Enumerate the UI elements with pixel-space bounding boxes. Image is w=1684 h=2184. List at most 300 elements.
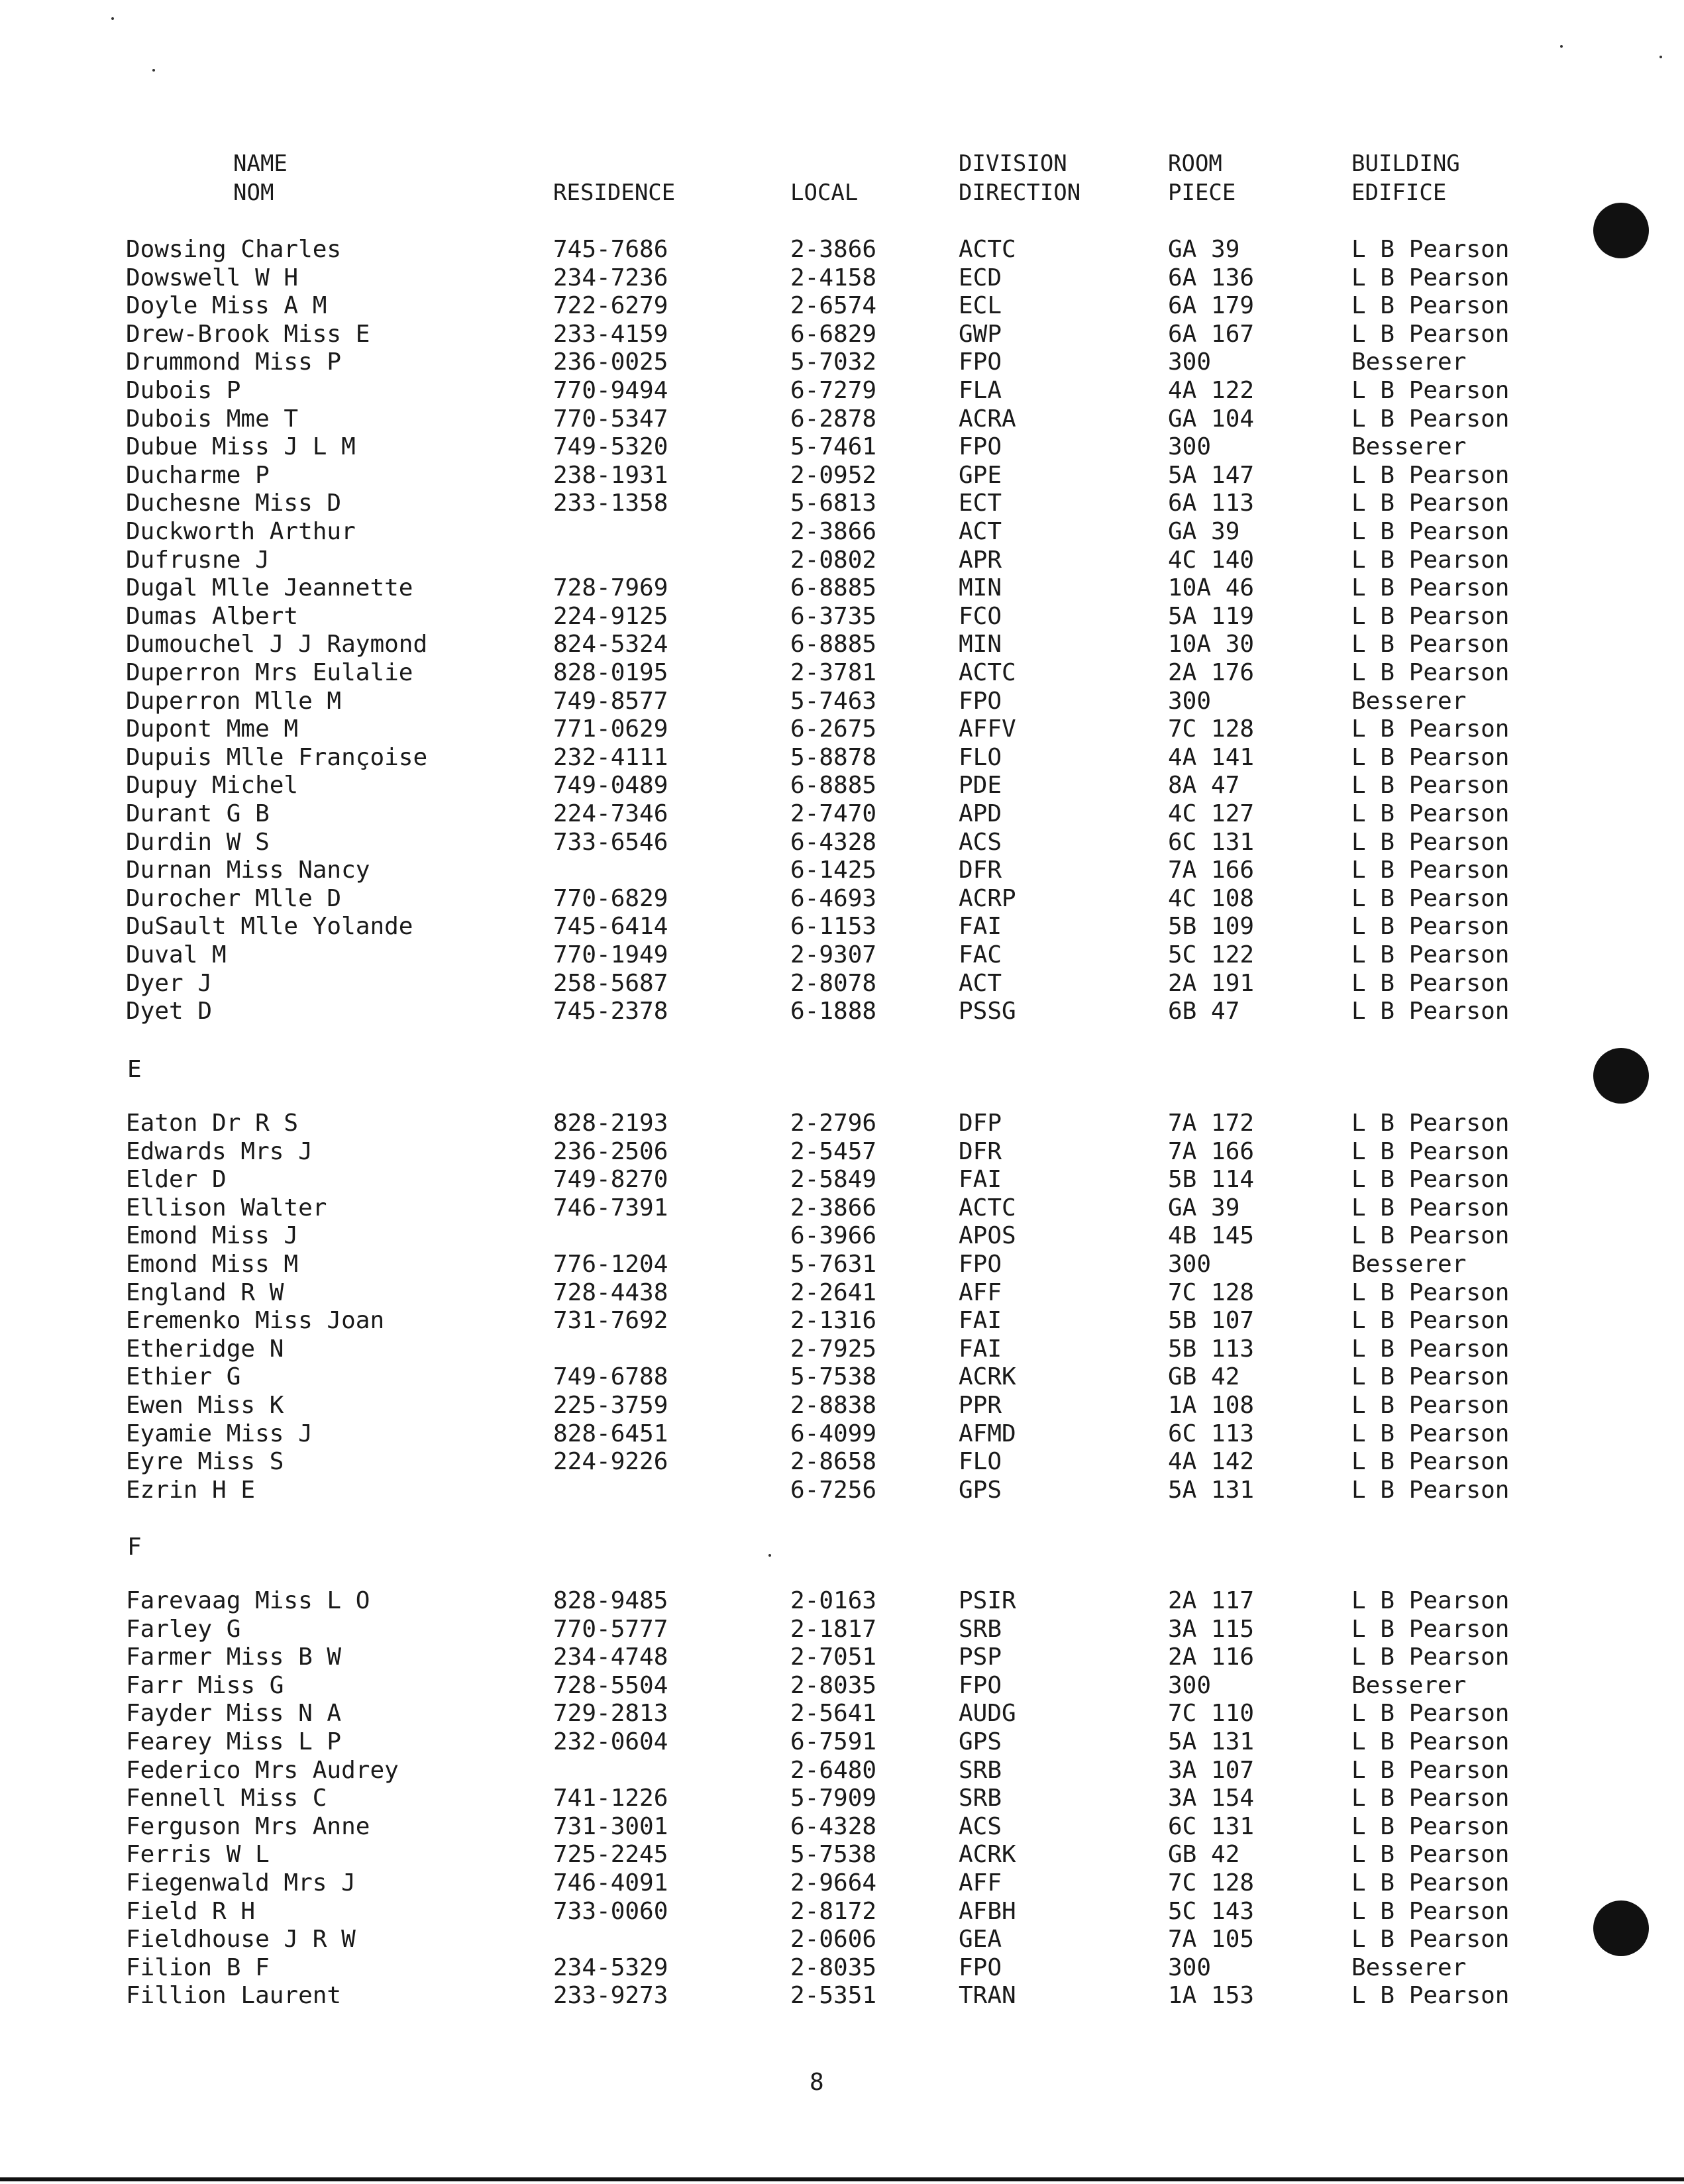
cell-local: 2-5849 — [790, 1166, 877, 1194]
cell-local: 2-8035 — [790, 1953, 877, 1981]
scan-speck — [768, 1554, 771, 1557]
cell-building: L B Pearson — [1351, 884, 1510, 912]
cell-local: 2-0802 — [790, 546, 877, 574]
cell-residence: 824-5324 — [553, 631, 668, 658]
cell-residence: 236-0025 — [553, 348, 668, 376]
cell-residence: 733-0060 — [553, 1897, 668, 1925]
cell-division: FPO — [959, 433, 1002, 461]
cell-building: Besserer — [1351, 1953, 1467, 1981]
cell-local: 5-7461 — [790, 433, 877, 461]
cell-name: Ferris W L — [126, 1841, 270, 1869]
cell-residence: 828-0195 — [553, 659, 668, 686]
cell-residence: 224-9125 — [553, 602, 668, 630]
cell-residence: 232-4111 — [553, 743, 668, 771]
cell-residence: 731-3001 — [553, 1812, 668, 1840]
cell-room: 3A 107 — [1168, 1756, 1255, 1784]
directory-row — [0, 1643, 1684, 1671]
cell-division: FPO — [959, 1251, 1002, 1278]
cell-division: TRAN — [959, 1982, 1016, 2010]
directory-row — [0, 1757, 1684, 1785]
cell-name: Fiegenwald Mrs J — [126, 1869, 356, 1897]
directory-row — [0, 490, 1684, 517]
cell-building: L B Pearson — [1351, 1307, 1510, 1335]
cell-building: L B Pearson — [1351, 1278, 1510, 1306]
punch-hole-bottom — [1593, 1900, 1649, 1956]
directory-row — [0, 1420, 1684, 1448]
directory-row — [0, 688, 1684, 715]
cell-name: Durant G B — [126, 800, 270, 827]
cell-local: 2-0952 — [790, 461, 877, 489]
cell-division: AFFV — [959, 715, 1016, 743]
cell-name: Farevaag Miss L O — [126, 1587, 370, 1614]
cell-building: L B Pearson — [1351, 1812, 1510, 1840]
cell-local: 2-2641 — [790, 1278, 877, 1306]
scan-speck — [152, 69, 155, 72]
cell-room: 6A 113 — [1168, 490, 1255, 517]
cell-name: Dupont Mme M — [126, 715, 299, 743]
cell-local: 6-7591 — [790, 1728, 877, 1755]
cell-room: 4C 127 — [1168, 800, 1255, 827]
cell-residence: 749-0489 — [553, 772, 668, 800]
cell-division: SRB — [959, 1785, 1002, 1812]
cell-room: 5C 122 — [1168, 941, 1255, 968]
cell-local: 2-7925 — [790, 1335, 877, 1363]
cell-building: L B Pearson — [1351, 998, 1510, 1025]
cell-name: Dyer J — [126, 969, 213, 997]
cell-name: Ferguson Mrs Anne — [126, 1812, 370, 1840]
cell-division: ECL — [959, 292, 1002, 320]
directory-row — [0, 1363, 1684, 1391]
cell-residence: 728-7969 — [553, 574, 668, 602]
cell-division: PSIR — [959, 1587, 1016, 1614]
cell-division: PSSG — [959, 998, 1016, 1025]
cell-room: 3A 154 — [1168, 1785, 1255, 1812]
cell-building: L B Pearson — [1351, 828, 1510, 856]
directory-row — [0, 1785, 1684, 1812]
cell-building: L B Pearson — [1351, 1194, 1510, 1222]
cell-room: 7A 172 — [1168, 1110, 1255, 1137]
directory-row — [0, 659, 1684, 687]
cell-local: 6-7256 — [790, 1476, 877, 1504]
cell-division: ACS — [959, 828, 1002, 856]
cell-name: Etheridge N — [126, 1335, 284, 1363]
cell-residence: 770-9494 — [553, 377, 668, 404]
cell-residence: 233-4159 — [553, 320, 668, 348]
cell-residence: 729-2813 — [553, 1700, 668, 1728]
cell-building: L B Pearson — [1351, 490, 1510, 517]
cell-local: 2-8658 — [790, 1448, 877, 1476]
cell-local: 5-7463 — [790, 687, 877, 715]
cell-local: 2-8078 — [790, 969, 877, 997]
cell-local: 6-3966 — [790, 1222, 877, 1250]
cell-room: 4C 108 — [1168, 884, 1255, 912]
cell-building: L B Pearson — [1351, 1166, 1510, 1194]
cell-division: FPO — [959, 1953, 1002, 1981]
cell-room: 10A 30 — [1168, 631, 1255, 658]
directory-row — [0, 1138, 1684, 1166]
cell-room: 5A 131 — [1168, 1728, 1255, 1755]
cell-division: FAI — [959, 913, 1002, 941]
cell-room: 6C 113 — [1168, 1420, 1255, 1447]
cell-local: 6-8885 — [790, 631, 877, 658]
directory-row — [0, 1477, 1684, 1504]
cell-division: PDE — [959, 772, 1002, 800]
cell-local: 6-4328 — [790, 1812, 877, 1840]
cell-room: 300 — [1168, 1671, 1212, 1699]
directory-row — [0, 405, 1684, 433]
cell-room: 5B 109 — [1168, 913, 1255, 941]
directory-row — [0, 1194, 1684, 1222]
cell-division: ACTC — [959, 236, 1016, 263]
cell-room: 2A 116 — [1168, 1643, 1255, 1671]
cell-room: 300 — [1168, 433, 1212, 461]
cell-local: 6-1888 — [790, 998, 877, 1025]
cell-local: 5-8878 — [790, 743, 877, 771]
directory-row — [0, 1982, 1684, 2010]
cell-name: Ellison Walter — [126, 1194, 327, 1222]
cell-local: 6-8885 — [790, 574, 877, 602]
cell-local: 2-8172 — [790, 1897, 877, 1925]
cell-room: 7A 166 — [1168, 1137, 1255, 1165]
cell-division: ACTC — [959, 1194, 1016, 1222]
cell-building: L B Pearson — [1351, 631, 1510, 658]
cell-name: Ethier G — [126, 1363, 241, 1391]
cell-division: AFF — [959, 1278, 1002, 1306]
cell-building: L B Pearson — [1351, 264, 1510, 291]
directory-row — [0, 1110, 1684, 1137]
cell-room: 7C 128 — [1168, 715, 1255, 743]
cell-residence: 828-6451 — [553, 1420, 668, 1447]
cell-name: Ezrin H E — [126, 1476, 256, 1504]
header-name: NAME NOM — [233, 150, 288, 206]
cell-building: L B Pearson — [1351, 1392, 1510, 1419]
directory-row — [0, 1448, 1684, 1476]
cell-residence: 749-5320 — [553, 433, 668, 461]
cell-residence: 746-4091 — [553, 1869, 668, 1897]
cell-room: 5B 114 — [1168, 1166, 1255, 1194]
directory-row — [0, 1616, 1684, 1643]
cell-name: Ewen Miss K — [126, 1392, 284, 1419]
cell-building: L B Pearson — [1351, 1756, 1510, 1784]
cell-building: L B Pearson — [1351, 1869, 1510, 1897]
cell-building: L B Pearson — [1351, 941, 1510, 968]
cell-name: Filion B F — [126, 1953, 270, 1981]
scan-speck — [1659, 56, 1662, 58]
cell-local: 2-9307 — [790, 941, 877, 968]
directory-row — [0, 348, 1684, 376]
cell-local: 6-1425 — [790, 857, 877, 884]
cell-room: 2A 191 — [1168, 969, 1255, 997]
cell-residence: 770-5347 — [553, 405, 668, 433]
cell-residence: 770-6829 — [553, 884, 668, 912]
directory-row — [0, 913, 1684, 941]
cell-residence: 745-7686 — [553, 236, 668, 263]
cell-room: 5C 143 — [1168, 1897, 1255, 1925]
cell-name: Ducharme P — [126, 461, 270, 489]
directory-row — [0, 377, 1684, 405]
cell-local: 6-6829 — [790, 320, 877, 348]
directory-row — [0, 518, 1684, 546]
cell-local: 2-7051 — [790, 1643, 877, 1671]
cell-name: Duperron Mlle M — [126, 687, 342, 715]
header-residence: RESIDENCE — [553, 180, 676, 206]
cell-division: APD — [959, 800, 1002, 827]
cell-local: 6-7279 — [790, 377, 877, 404]
cell-residence: 776-1204 — [553, 1251, 668, 1278]
cell-building: L B Pearson — [1351, 1982, 1510, 2010]
cell-name: Dupuy Michel — [126, 772, 299, 800]
cell-name: Elder D — [126, 1166, 227, 1194]
cell-room: 7A 105 — [1168, 1926, 1255, 1953]
directory-row — [0, 1954, 1684, 1982]
cell-residence: 234-5329 — [553, 1953, 668, 1981]
cell-local: 2-3866 — [790, 518, 877, 545]
cell-name: Duperron Mrs Eulalie — [126, 659, 413, 686]
cell-residence: 236-2506 — [553, 1137, 668, 1165]
cell-division: APOS — [959, 1222, 1016, 1250]
cell-division: FAI — [959, 1166, 1002, 1194]
header-building: BUILDING EDIFICE — [1351, 150, 1460, 206]
directory-row — [0, 1335, 1684, 1363]
cell-building: L B Pearson — [1351, 743, 1510, 771]
cell-residence: 770-1949 — [553, 941, 668, 968]
cell-division: ACT — [959, 969, 1002, 997]
cell-division: ACRK — [959, 1841, 1016, 1869]
cell-residence: 234-7236 — [553, 264, 668, 291]
cell-building: Besserer — [1351, 348, 1467, 376]
cell-residence: 233-1358 — [553, 490, 668, 517]
cell-local: 2-0606 — [790, 1926, 877, 1953]
cell-local: 2-5641 — [790, 1700, 877, 1728]
cell-room: 300 — [1168, 1251, 1212, 1278]
cell-room: 6A 136 — [1168, 264, 1255, 291]
cell-room: 2A 176 — [1168, 659, 1255, 686]
cell-residence: 238-1931 — [553, 461, 668, 489]
cell-division: GPE — [959, 461, 1002, 489]
cell-name: Doyle Miss A M — [126, 292, 327, 320]
cell-room: 6B 47 — [1168, 998, 1240, 1025]
cell-name: Farr Miss G — [126, 1671, 284, 1699]
cell-room: GB 42 — [1168, 1841, 1240, 1869]
directory-row — [0, 462, 1684, 490]
cell-name: Durnan Miss Nancy — [126, 857, 370, 884]
cell-division: ECD — [959, 264, 1002, 291]
cell-local: 2-8838 — [790, 1392, 877, 1419]
cell-local: 2-0163 — [790, 1587, 877, 1614]
cell-division: DFR — [959, 1137, 1002, 1165]
cell-room: 5A 119 — [1168, 602, 1255, 630]
cell-local: 2-4158 — [790, 264, 877, 291]
cell-name: Drummond Miss P — [126, 348, 342, 376]
cell-building: L B Pearson — [1351, 1476, 1510, 1504]
directory-row — [0, 264, 1684, 292]
cell-room: GA 104 — [1168, 405, 1255, 433]
directory-row — [0, 1926, 1684, 1953]
cell-building: L B Pearson — [1351, 659, 1510, 686]
cell-room: 5B 107 — [1168, 1307, 1255, 1335]
cell-residence: 258-5687 — [553, 969, 668, 997]
cell-building: L B Pearson — [1351, 800, 1510, 827]
cell-division: FAI — [959, 1307, 1002, 1335]
cell-building: L B Pearson — [1351, 857, 1510, 884]
cell-name: Dugal Mlle Jeannette — [126, 574, 413, 602]
cell-name: Eremenko Miss Joan — [126, 1307, 385, 1335]
cell-local: 2-5351 — [790, 1982, 877, 2010]
cell-room: 6C 131 — [1168, 1812, 1255, 1840]
directory-row — [0, 1672, 1684, 1700]
cell-room: 300 — [1168, 348, 1212, 376]
directory-row — [0, 829, 1684, 857]
cell-building: L B Pearson — [1351, 377, 1510, 404]
directory-row — [0, 1307, 1684, 1335]
cell-local: 2-6574 — [790, 292, 877, 320]
cell-division: ACRP — [959, 884, 1016, 912]
directory-row — [0, 1813, 1684, 1841]
cell-division: DFR — [959, 857, 1002, 884]
cell-division: AFMD — [959, 1420, 1016, 1447]
cell-residence: 749-8577 — [553, 687, 668, 715]
cell-name: Dowsing Charles — [126, 236, 342, 263]
cell-room: 7A 166 — [1168, 857, 1255, 884]
cell-building: L B Pearson — [1351, 1728, 1510, 1755]
directory-row — [0, 1251, 1684, 1278]
directory-row — [0, 631, 1684, 658]
directory-row — [0, 574, 1684, 602]
directory-row — [0, 433, 1684, 461]
directory-row — [0, 885, 1684, 913]
cell-local: 2-3866 — [790, 236, 877, 263]
scan-speck — [111, 17, 114, 20]
cell-name: Dumas Albert — [126, 602, 299, 630]
cell-name: Dumouchel J J Raymond — [126, 631, 428, 658]
cell-room: 4C 140 — [1168, 546, 1255, 574]
cell-building: L B Pearson — [1351, 518, 1510, 545]
cell-name: Eaton Dr R S — [126, 1110, 299, 1137]
punch-hole-middle — [1593, 1048, 1649, 1104]
cell-residence: 749-8270 — [553, 1166, 668, 1194]
cell-local: 2-1817 — [790, 1615, 877, 1643]
directory-row — [0, 603, 1684, 631]
directory-row — [0, 998, 1684, 1025]
cell-room: GA 39 — [1168, 236, 1240, 263]
cell-residence: 745-6414 — [553, 913, 668, 941]
cell-room: 4A 122 — [1168, 377, 1255, 404]
cell-local: 2-8035 — [790, 1671, 877, 1699]
cell-residence: 745-2378 — [553, 998, 668, 1025]
cell-building: L B Pearson — [1351, 320, 1510, 348]
cell-building: L B Pearson — [1351, 1643, 1510, 1671]
cell-local: 6-2878 — [790, 405, 877, 433]
header-room: ROOM PIECE — [1168, 150, 1236, 206]
cell-room: 5A 131 — [1168, 1476, 1255, 1504]
cell-name: Emond Miss M — [126, 1251, 299, 1278]
cell-division: FAI — [959, 1335, 1002, 1363]
cell-room: 7C 110 — [1168, 1700, 1255, 1728]
cell-building: Besserer — [1351, 433, 1467, 461]
cell-local: 2-7470 — [790, 800, 877, 827]
cell-division: ECT — [959, 490, 1002, 517]
cell-local: 6-8885 — [790, 772, 877, 800]
cell-local: 2-1316 — [790, 1307, 877, 1335]
cell-building: L B Pearson — [1351, 461, 1510, 489]
cell-building: L B Pearson — [1351, 772, 1510, 800]
cell-residence: 722-6279 — [553, 292, 668, 320]
cell-local: 6-3735 — [790, 602, 877, 630]
cell-building: L B Pearson — [1351, 602, 1510, 630]
cell-local: 2-2796 — [790, 1110, 877, 1137]
cell-division: MIN — [959, 631, 1002, 658]
cell-room: 300 — [1168, 1953, 1212, 1981]
cell-building: Besserer — [1351, 687, 1467, 715]
cell-name: Dowswell W H — [126, 264, 299, 291]
directory-row — [0, 715, 1684, 743]
cell-building: L B Pearson — [1351, 1926, 1510, 1953]
cell-residence: 749-6788 — [553, 1363, 668, 1391]
cell-room: 7C 128 — [1168, 1278, 1255, 1306]
directory-row — [0, 1166, 1684, 1194]
cell-residence: 233-9273 — [553, 1982, 668, 2010]
cell-name: Dubois P — [126, 377, 241, 404]
cell-room: 10A 46 — [1168, 574, 1255, 602]
cell-local: 2-5457 — [790, 1137, 877, 1165]
cell-local: 5-7538 — [790, 1841, 877, 1869]
cell-division: FPO — [959, 1671, 1002, 1699]
cell-building: L B Pearson — [1351, 1448, 1510, 1476]
cell-residence: 728-4438 — [553, 1278, 668, 1306]
cell-name: Edwards Mrs J — [126, 1137, 313, 1165]
cell-division: GEA — [959, 1926, 1002, 1953]
cell-building: L B Pearson — [1351, 1897, 1510, 1925]
directory-row — [0, 292, 1684, 320]
directory-row — [0, 1728, 1684, 1756]
bottom-rule — [0, 2177, 1684, 2181]
cell-name: Duckworth Arthur — [126, 518, 356, 545]
cell-residence: 771-0629 — [553, 715, 668, 743]
cell-division: FPO — [959, 687, 1002, 715]
directory-row — [0, 1587, 1684, 1615]
cell-residence: 224-7346 — [553, 800, 668, 827]
cell-division: AFBH — [959, 1897, 1016, 1925]
cell-building: L B Pearson — [1351, 292, 1510, 320]
scan-speck — [1560, 45, 1563, 48]
cell-division: DFP — [959, 1110, 1002, 1137]
header-division: DIVISION DIRECTION — [959, 150, 1081, 206]
cell-building: L B Pearson — [1351, 1785, 1510, 1812]
cell-room: 300 — [1168, 687, 1212, 715]
cell-name: Fearey Miss L P — [126, 1728, 342, 1755]
section-letter: E — [127, 1056, 142, 1083]
cell-residence: 224-9226 — [553, 1448, 668, 1476]
directory-row — [0, 1700, 1684, 1728]
cell-name: Dyet D — [126, 998, 213, 1025]
cell-name: Field R H — [126, 1897, 256, 1925]
directory-row — [0, 744, 1684, 772]
cell-room: 2A 117 — [1168, 1587, 1255, 1614]
cell-local: 2-3866 — [790, 1194, 877, 1222]
cell-residence: 733-6546 — [553, 828, 668, 856]
directory-row — [0, 1898, 1684, 1926]
cell-division: GPS — [959, 1728, 1002, 1755]
page-number: 8 — [810, 2069, 824, 2096]
cell-division: ACS — [959, 1812, 1002, 1840]
cell-division: AFF — [959, 1869, 1002, 1897]
cell-division: FAC — [959, 941, 1002, 968]
cell-division: GPS — [959, 1476, 1002, 1504]
cell-room: 5A 147 — [1168, 461, 1255, 489]
cell-division: ACTC — [959, 659, 1016, 686]
cell-residence: 234-4748 — [553, 1643, 668, 1671]
cell-division: ACRK — [959, 1363, 1016, 1391]
